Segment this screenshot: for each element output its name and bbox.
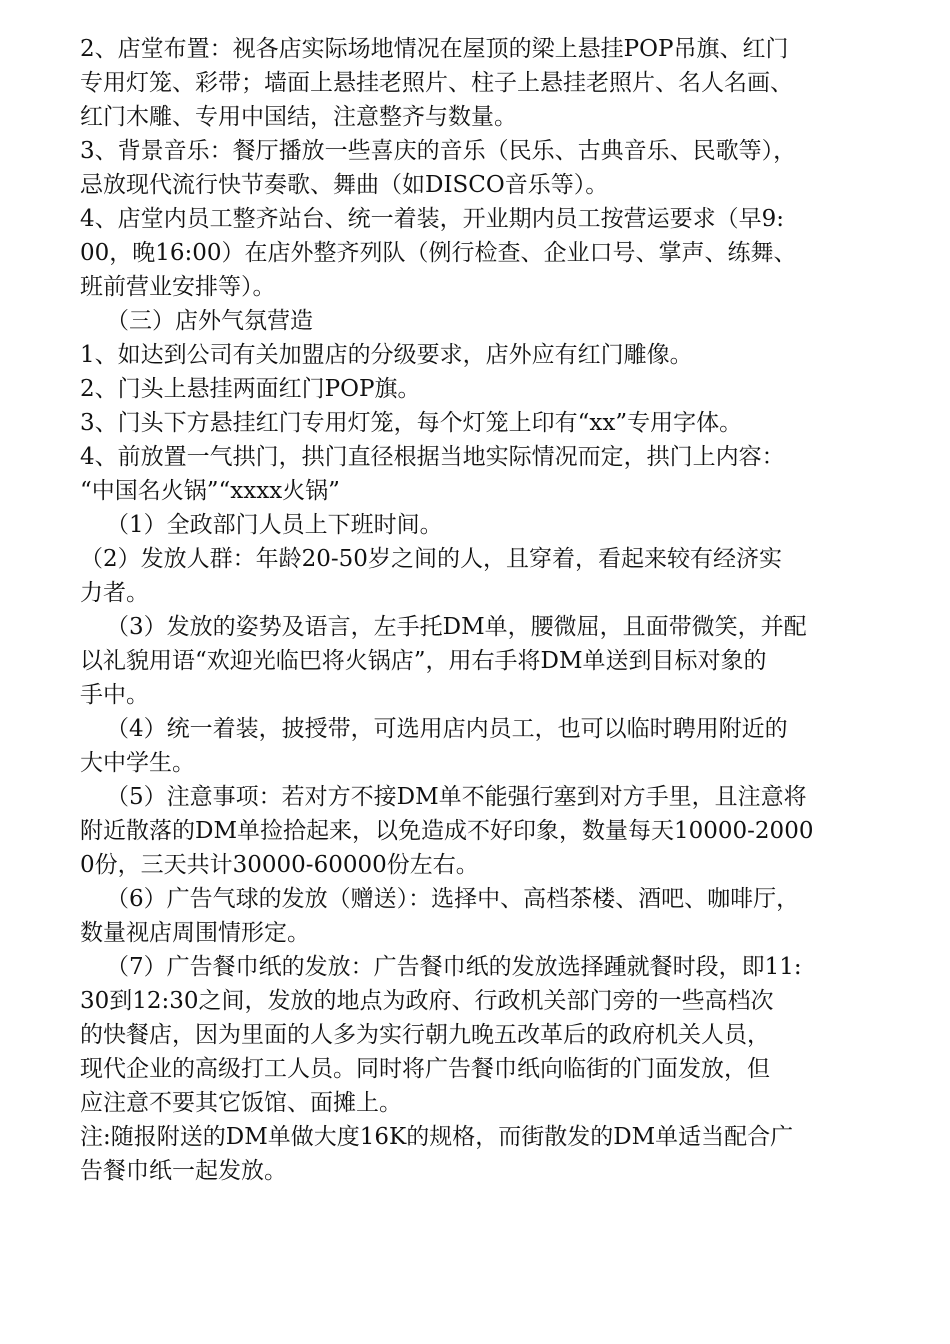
section-heading: （三）店外气氛营造 xyxy=(106,308,313,334)
text-line: 力者。 xyxy=(80,580,149,606)
text-line: 4、前放置一气拱门，拱门直径根据当地实际情况而定，拱门上内容： xyxy=(80,444,785,470)
text-line: （4）统一着装，披授带，可选用店内员工，也可以临时聘用附近的 xyxy=(106,716,788,742)
text-line: 2、门头上悬挂两面红门POP旗。 xyxy=(80,376,421,402)
text-line: （2）发放人群：年龄20-50岁之间的人，且穿着，看起来较有经济实 xyxy=(80,546,782,572)
text-line: 应注意不要其它饭馆、面摊上。 xyxy=(80,1090,402,1116)
text-line: 大中学生。 xyxy=(80,750,195,776)
text-line: 以礼貌用语“欢迎光临巴将火锅店”，用右手将DM单送到目标对象的 xyxy=(80,648,767,674)
text-line: 2、店堂布置：视各店实际场地情况在屋顶的梁上悬挂POP吊旗、红门 xyxy=(80,36,789,62)
text-line: 数量视店周围情形定。 xyxy=(80,920,310,946)
text-line: （5）注意事项：若对方不接DM单不能强行塞到对方手里，且注意将 xyxy=(106,784,807,810)
document-body xyxy=(80,32,880,1188)
text-line: 30到12:30之间，发放的地点为政府、行政机关部门旁的一些高档次 xyxy=(80,988,774,1014)
text-line: 红门木雕、专用中国结，注意整齐与数量。 xyxy=(80,104,517,130)
text-line: 00，晚16:00）在店外整齐列队（例行检查、企业口号、掌声、练舞、 xyxy=(80,240,797,266)
text-line: 忌放现代流行快节奏歌、舞曲（如DISCO音乐等）。 xyxy=(80,172,609,198)
text-line: （6）广告气球的发放（赠送）：选择中、高档茶楼、酒吧、咖啡厅， xyxy=(106,886,800,912)
text-line: 手中。 xyxy=(80,682,149,708)
text-line: 现代企业的高级打工人员。同时将广告餐巾纸向临街的门面发放，但 xyxy=(80,1056,770,1082)
text-line: 告餐巾纸一起发放。 xyxy=(80,1158,287,1184)
text-line: （3）发放的姿势及语言，左手托DM单，腰微屈，且面带微笑，并配 xyxy=(106,614,807,640)
text-line: 4、店堂内员工整齐站台、统一着装，开业期内员工按营运要求（早9: xyxy=(80,206,785,232)
text-line: “中国名火锅”“xxxx火锅” xyxy=(80,478,340,504)
text-line: 班前营业安排等）。 xyxy=(80,274,276,300)
text-line: 0份，三天共计30000-60000份左右。 xyxy=(80,852,479,878)
text-line: 注:随报附送的DM单做大度16K的规格，而街散发的DM单适当配合广 xyxy=(80,1124,794,1150)
text-line: 专用灯笼、彩带；墙面上悬挂老照片、柱子上悬挂老照片、名人名画、 xyxy=(80,70,793,96)
text-line: （1）全政部门人员上下班时间。 xyxy=(106,512,443,538)
text-line: 3、背景音乐：餐厅播放一些喜庆的音乐（民乐、古典音乐、民歌等）， xyxy=(80,138,797,164)
text-line: （7）广告餐巾纸的发放：广告餐巾纸的发放选择踵就餐时段，即11: xyxy=(106,954,802,980)
text-line: 附近散落的DM单捡拾起来，以免造成不好印象，数量每天10000-2000 xyxy=(80,818,814,844)
text-line: 3、门头下方悬挂红门专用灯笼，每个灯笼上印有“xx”专用字体。 xyxy=(80,410,743,436)
text-line: 1、如达到公司有关加盟店的分级要求，店外应有红门雕像。 xyxy=(80,342,693,368)
text-line: 的快餐店，因为里面的人多为实行朝九晚五改革后的政府机关人员， xyxy=(80,1022,770,1048)
